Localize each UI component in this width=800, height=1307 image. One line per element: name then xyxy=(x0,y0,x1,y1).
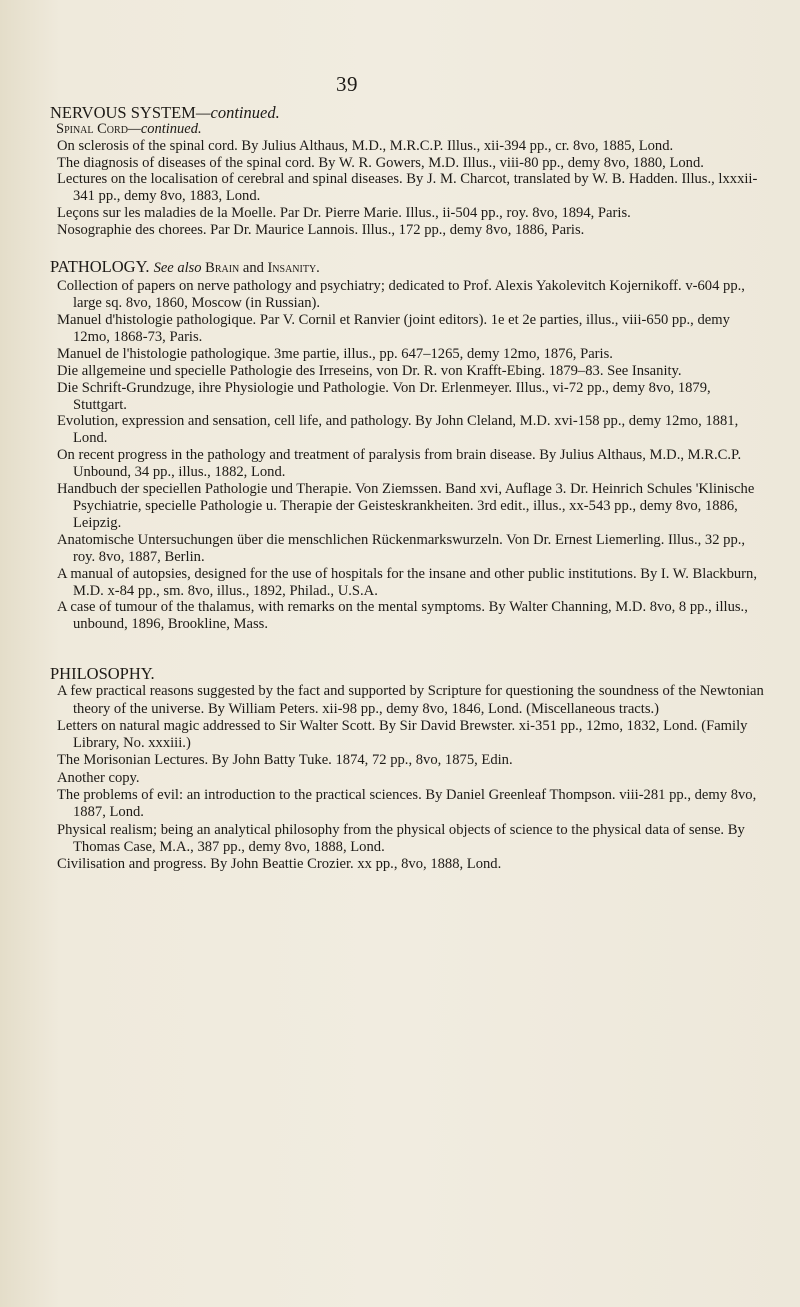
catalogue-entry: Letters on natural magic addressed to Sir Walter Scott. By Sir David Brewster. xi-351 pp., 12mo, 1832, Lond. (Family Library, No. xxxiii.) xyxy=(57,717,748,752)
running-section-heading xyxy=(50,104,768,121)
subsection-title: Spinal Cord xyxy=(56,121,128,137)
pathology-entries xyxy=(50,278,768,633)
catalogue-entry: Die Schrift-Grundzuge, ihre Physiologie und Pathologie. Von Dr. Erlenmeyer. Illus., vi-72 pp., demy 8vo, 1879, Stuttgart. xyxy=(57,379,711,413)
catalogue-entry: Leçons sur les maladies de la Moelle. Par Dr. Pierre Marie. Illus., ii-504 pp., roy. 8vo, 1894, Paris. xyxy=(57,204,631,221)
catalogue-entry: Handbuch der speciellen Pathologie und Therapie. Von Ziemssen. Band xvi, Auflage 3. Dr. Heinrich Schules 'Klinische Psychiatrie, specielle Pathologie u. Therapie der Geisteskrankheiten. 3rd edit., illus., xx-543 pp., demy 8vo, 1886, Leipzig. xyxy=(57,481,755,531)
catalogue-entry: On sclerosis of the spinal cord. By Julius Althaus, M.D., M.R.C.P. Illus., xii-394 pp., cr. 8vo, 1885, Lond. xyxy=(57,138,674,154)
catalogue-entry: Evolution, expression and sensation, cell life, and pathology. By John Cleland, M.D. xvi-158 pp., demy 12mo, 1881, Lond. xyxy=(57,413,739,447)
catalogue-entry: Lectures on the localisation of cerebral and spinal diseases. By J. M. Charcot, translated by W. B. Hadden. Illus., lxxxii-341 pp., demy 8vo, 1883, Lond. xyxy=(57,171,758,205)
page-content xyxy=(50,104,768,874)
subsection-heading xyxy=(56,121,768,138)
pathology-title: PATHOLOGY. xyxy=(50,257,150,277)
see-also-ref-brain: Brain xyxy=(205,260,240,277)
catalogue-entry: Manuel d'histologie pathologique. Par V. Cornil et Ranvier (joint editors). 1e et 2e parties, illus., viii-650 pp., demy 12mo, 1868-73, Paris. xyxy=(57,312,730,345)
catalogue-entry: Civilisation and progress. By John Beattie Crozier. xx pp., 8vo, 1888, Lond. xyxy=(57,856,502,873)
catalogue-entry: Nosographie des chorees. Par Dr. Maurice Lannois. Illus., 172 pp., demy 8vo, 1886, Paris. xyxy=(57,221,585,238)
section-heading-continued: —continued. xyxy=(195,103,280,122)
catalogue-entry: Die allgemeine und specielle Pathologie des Irreseins, von Dr. R. von Krafft-Ebing. 1879–83. See Insanity. xyxy=(57,362,682,379)
catalogue-entry: Anatomische Untersuchungen über die menschlichen Rückenmarkswurzeln. Von Dr. Ernest Liemerling. Illus., 32 pp., roy. 8vo, 1887, Berlin. xyxy=(57,531,746,565)
subsection-continued: —continued. xyxy=(127,121,202,137)
section-pathology xyxy=(50,258,768,633)
section-philosophy xyxy=(50,665,768,873)
catalogue-entry: Manuel de l'histologie pathologique. 3me partie, illus., pp. 647–1265, demy 12mo, 1876, Paris. xyxy=(57,345,613,362)
philosophy-heading: PHILOSOPHY. xyxy=(50,664,155,684)
catalogue-entry: A few practical reasons suggested by the fact and supported by Scripture for questioning the soundness of the Newtonian theory of the universe. By William Peters. xii-98 pp., demy 8vo, 1846, Lond. (Miscellaneous tracts.) xyxy=(57,683,764,717)
section-heading-title: NERVOUS SYSTEM xyxy=(50,103,196,122)
catalogue-entry: Physical realism; being an analytical philosophy from the physical objects of science to the physical data of sense. By Thomas Case, M.A., 387 pp., demy 8vo, 1888, Lond. xyxy=(57,821,745,855)
catalogue-entry: The diagnosis of diseases of the spinal cord. By W. R. Gowers, M.D. Illus., viii-80 pp., demy 8vo, 1880, Lond. xyxy=(57,154,704,171)
philosophy-entries xyxy=(50,683,768,873)
catalogue-entry: The problems of evil: an introduction to the practical sciences. By Daniel Greenleaf Thompson. viii-281 pp., demy 8vo, 1887, Lond. xyxy=(57,787,757,821)
pathology-see-also xyxy=(154,260,320,276)
pathology-heading xyxy=(50,258,768,277)
page-number: 39 xyxy=(336,72,358,96)
catalogue-entry: On recent progress in the pathology and treatment of paralysis from brain disease. By Julius Althaus, M.D., M.R.C.P. Unbound, 34 pp., illus., 1882, Lond. xyxy=(57,447,742,481)
catalogue-entry: The Morisonian Lectures. By John Batty Tuke. 1874, 72 pp., 8vo, 1875, Edin. xyxy=(57,752,513,769)
catalogue-entry: A case of tumour of the thalamus, with remarks on the mental symptoms. By Walter Channing, M.D. 8vo, 8 pp., illus., unbound, 1896, Brookline, Mass. xyxy=(57,599,748,633)
section-spinal-cord xyxy=(50,104,768,238)
catalogue-entry: A manual of autopsies, designed for the use of hospitals for the insane and other public institutions. By I. W. Blackburn, M.D. x-84 pp., sm. 8vo, illus., 1892, Philad., U.S.A. xyxy=(57,565,757,599)
catalogue-entry: Another copy. xyxy=(57,769,140,786)
see-also-and: and xyxy=(242,260,264,277)
catalogue-entry: Collection of papers on nerve pathology and psychiatry; dedicated to Prof. Alexis Yakolevitch Kojernikoff. v-604 pp., large sq. 8vo, 1860, Moscow (in Russian). xyxy=(57,278,745,312)
spinal-cord-entries xyxy=(50,138,768,238)
see-also-ref-insanity: Insanity. xyxy=(267,260,320,277)
see-also-prefix: See also xyxy=(153,260,202,277)
